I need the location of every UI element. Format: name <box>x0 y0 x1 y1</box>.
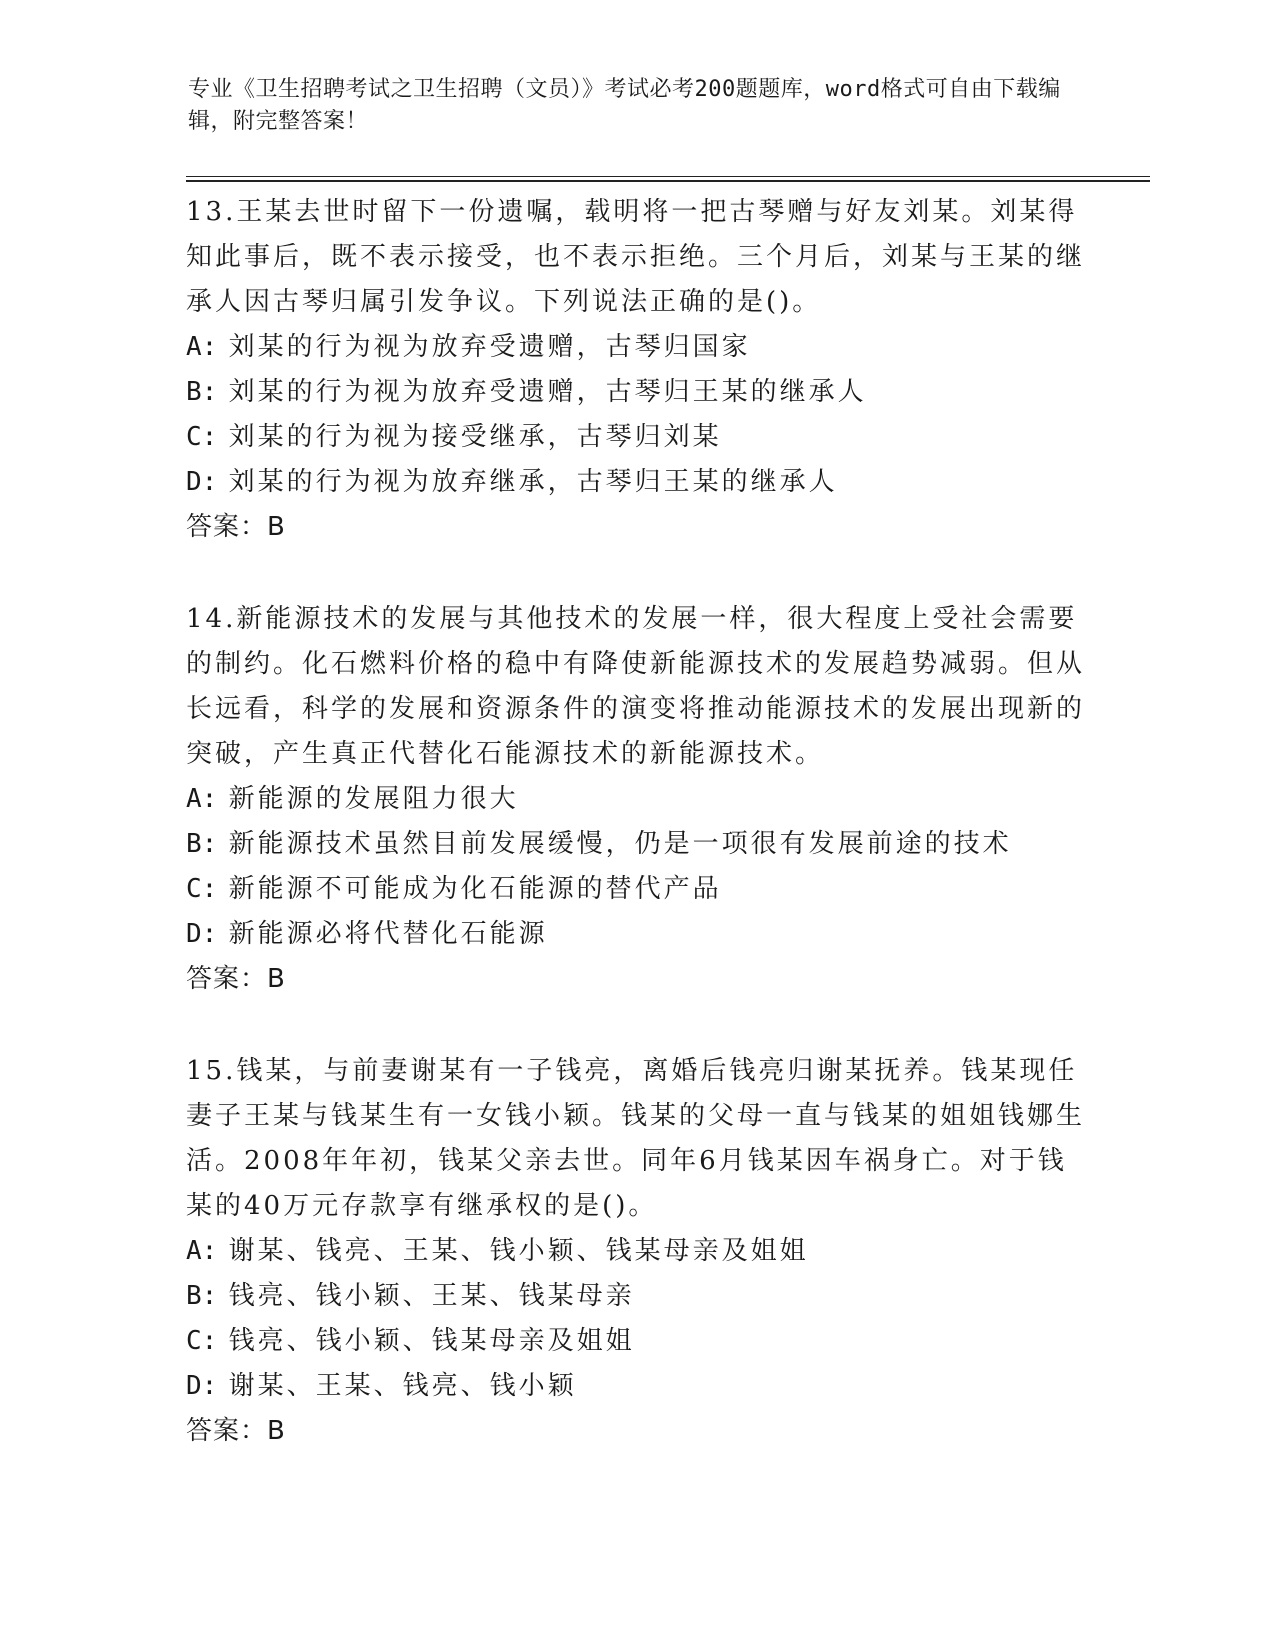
option-text: 新能源不可能成为化石能源的替代产品 <box>228 874 722 904</box>
question-14 <box>186 597 1086 1002</box>
question-15 <box>186 1049 1086 1454</box>
option-key: C: <box>186 1326 218 1356</box>
answer-line: 答案：B <box>186 964 286 994</box>
option-key: B: <box>186 377 218 407</box>
question-stem: 15.钱某，与前妻谢某有一子钱亮，离婚后钱亮归谢某抚养。钱某现任妻子王某与钱某生有一女钱小颖。钱某的父母一直与钱某的姐姐钱娜生活。2008年年初，钱某父亲去世。同年6月钱某因车祸身亡。对于钱某的40万元存款享有继承权的是()。 <box>186 1056 1086 1221</box>
option-a <box>186 777 1086 822</box>
header-divider-thick <box>186 180 1150 182</box>
option-text: 新能源的发展阻力很大 <box>228 784 519 814</box>
option-key: D: <box>186 467 218 497</box>
header-divider-thin <box>186 176 1150 177</box>
option-c <box>186 415 1086 460</box>
question-13 <box>186 190 1086 550</box>
question-stem: 14.新能源技术的发展与其他技术的发展一样，很大程度上受社会需要的制约。化石燃料价格的稳中有降使新能源技术的发展趋势减弱。但从长远看，科学的发展和资源条件的演变将推动能源技术的发展出现新的突破，产生真正代替化石能源技术的新能源技术。 <box>186 604 1086 769</box>
option-text: 新能源必将代替化石能源 <box>228 919 548 949</box>
option-d <box>186 460 1086 505</box>
option-text: 刘某的行为视为放弃受遗赠，古琴归王某的继承人 <box>228 377 867 407</box>
option-a <box>186 325 1086 370</box>
option-text: 谢某、钱亮、王某、钱小颖、钱某母亲及姐姐 <box>228 1236 809 1266</box>
option-d <box>186 1364 1086 1409</box>
question-list <box>186 190 1086 1501</box>
option-text: 刘某的行为视为放弃继承，古琴归王某的继承人 <box>228 467 838 497</box>
question-stem: 13.王某去世时留下一份遗嘱，载明将一把古琴赠与好友刘某。刘某得知此事后，既不表示接受，也不表示拒绝。三个月后，刘某与王某的继承人因古琴归属引发争议。下列说法正确的是()。 <box>186 197 1086 317</box>
option-text: 刘某的行为视为放弃受遗赠，古琴归国家 <box>228 332 751 362</box>
option-key: C: <box>186 422 218 452</box>
option-text: 钱亮、钱小颖、王某、钱某母亲 <box>228 1281 635 1311</box>
option-text: 新能源技术虽然目前发展缓慢，仍是一项很有发展前途的技术 <box>228 829 1012 859</box>
option-key: B: <box>186 1281 218 1311</box>
option-text: 谢某、王某、钱亮、钱小颖 <box>228 1371 577 1401</box>
option-a <box>186 1229 1086 1274</box>
option-c <box>186 1319 1086 1364</box>
option-key: C: <box>186 874 218 904</box>
option-b <box>186 370 1086 415</box>
option-c <box>186 867 1086 912</box>
answer-line: 答案：B <box>186 512 286 542</box>
option-key: A: <box>186 332 218 362</box>
document-header: 专业《卫生招聘考试之卫生招聘（文员）》考试必考200题题库，word格式可自由下载编辑，附完整答案！ <box>188 77 1061 134</box>
option-key: A: <box>186 1236 218 1266</box>
option-text: 钱亮、钱小颖、钱某母亲及姐姐 <box>228 1326 635 1356</box>
option-b <box>186 1274 1086 1319</box>
answer-line: 答案：B <box>186 1416 286 1446</box>
option-key: A: <box>186 784 218 814</box>
option-text: 刘某的行为视为接受继承，古琴归刘某 <box>228 422 722 452</box>
option-d <box>186 912 1086 957</box>
option-key: B: <box>186 829 218 859</box>
option-b <box>186 822 1086 867</box>
option-key: D: <box>186 919 218 949</box>
option-key: D: <box>186 1371 218 1401</box>
